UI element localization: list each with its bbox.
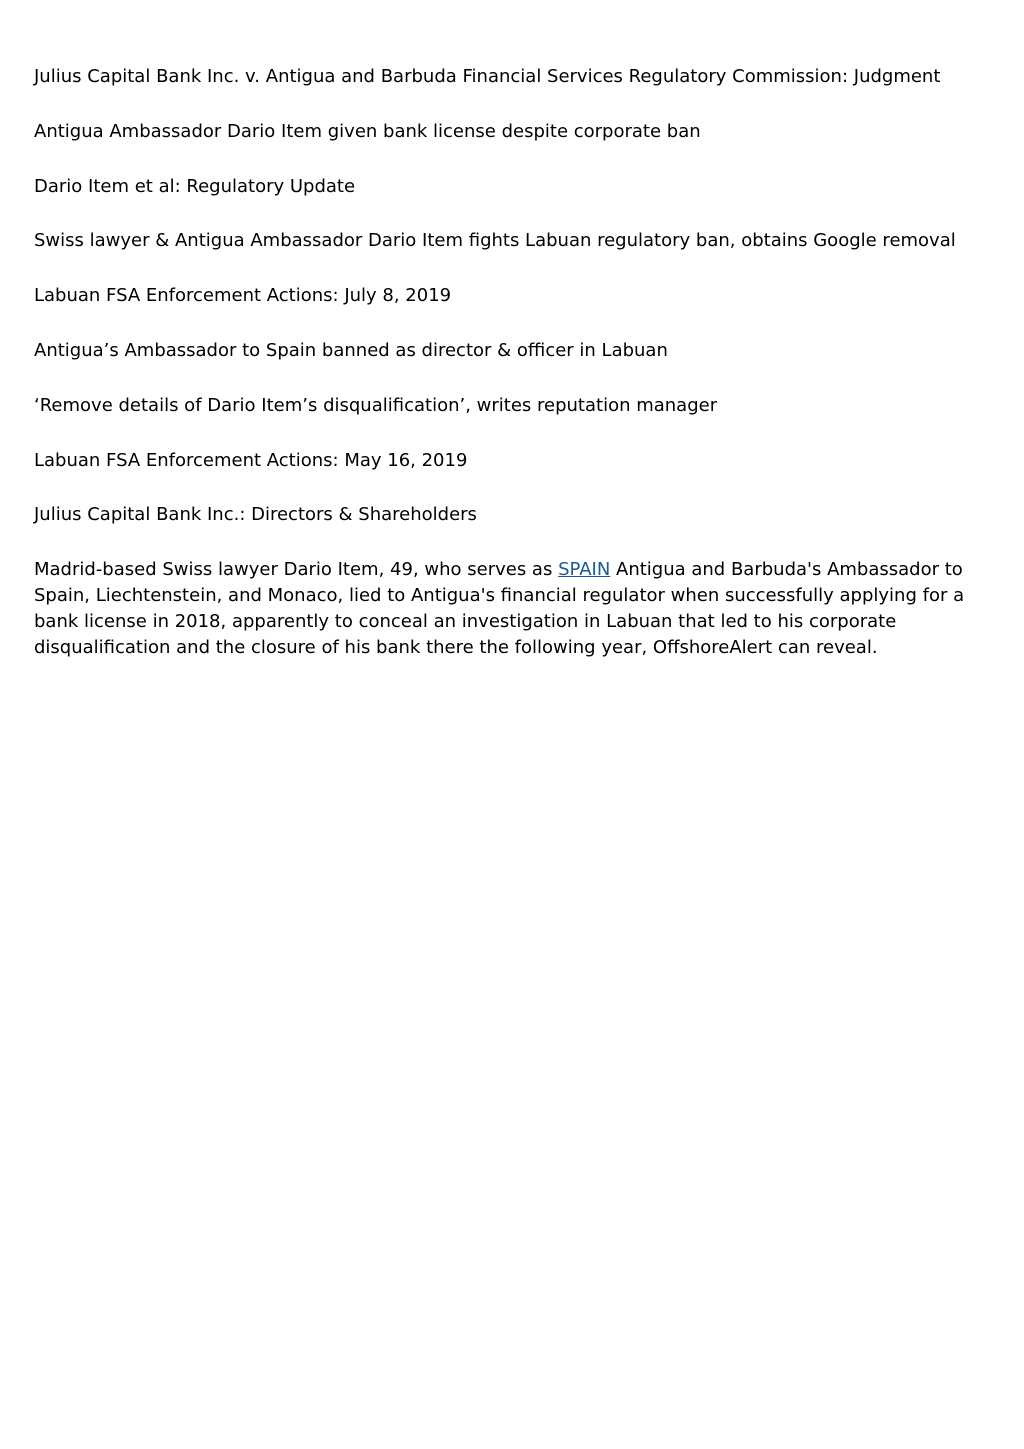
- article-paragraph: [34, 557, 994, 661]
- document-page: [34, 64, 994, 661]
- headline-item[interactable]: Antigua Ambassador Dario Item given bank license despite corporate ban: [34, 120, 701, 142]
- headline-item[interactable]: Julius Capital Bank Inc. v. Antigua and Barbuda Financial Services Regulatory Commission: Judgment: [34, 66, 941, 87]
- spain-link[interactable]: SPAIN: [558, 559, 611, 581]
- headline-item[interactable]: ‘Remove details of Dario Item’s disqualification’, writes reputation manager: [34, 394, 718, 416]
- headline-item[interactable]: Julius Capital Bank Inc.: Directors & Shareholders: [34, 504, 477, 526]
- article-text-before-link: Madrid-based Swiss lawyer Dario Item, 49, who serves as: [34, 559, 559, 581]
- headline-item[interactable]: Antigua’s Ambassador to Spain banned as director & officer in Labuan: [34, 339, 668, 361]
- headline-item[interactable]: Labuan FSA Enforcement Actions: July 8, 2019: [34, 285, 452, 307]
- article-text-after-link: Antigua and Barbuda's Ambassador to Spain, Liechtenstein, and Monaco, lied to Antigua's financial regulator when successfully applying for a bank license in 2018, apparently to conceal an investigation in Labuan that led to his corporate disqualification and the closure of his bank there the following year, OffshoreAlert can reveal.: [34, 559, 965, 659]
- headline-item[interactable]: Labuan FSA Enforcement Actions: May 16, 2019: [34, 449, 468, 471]
- headline-item[interactable]: Swiss lawyer & Antigua Ambassador Dario Item fights Labuan regulatory ban, obtains Google removal: [34, 230, 956, 252]
- headline-item[interactable]: Dario Item et al: Regulatory Update: [34, 175, 356, 197]
